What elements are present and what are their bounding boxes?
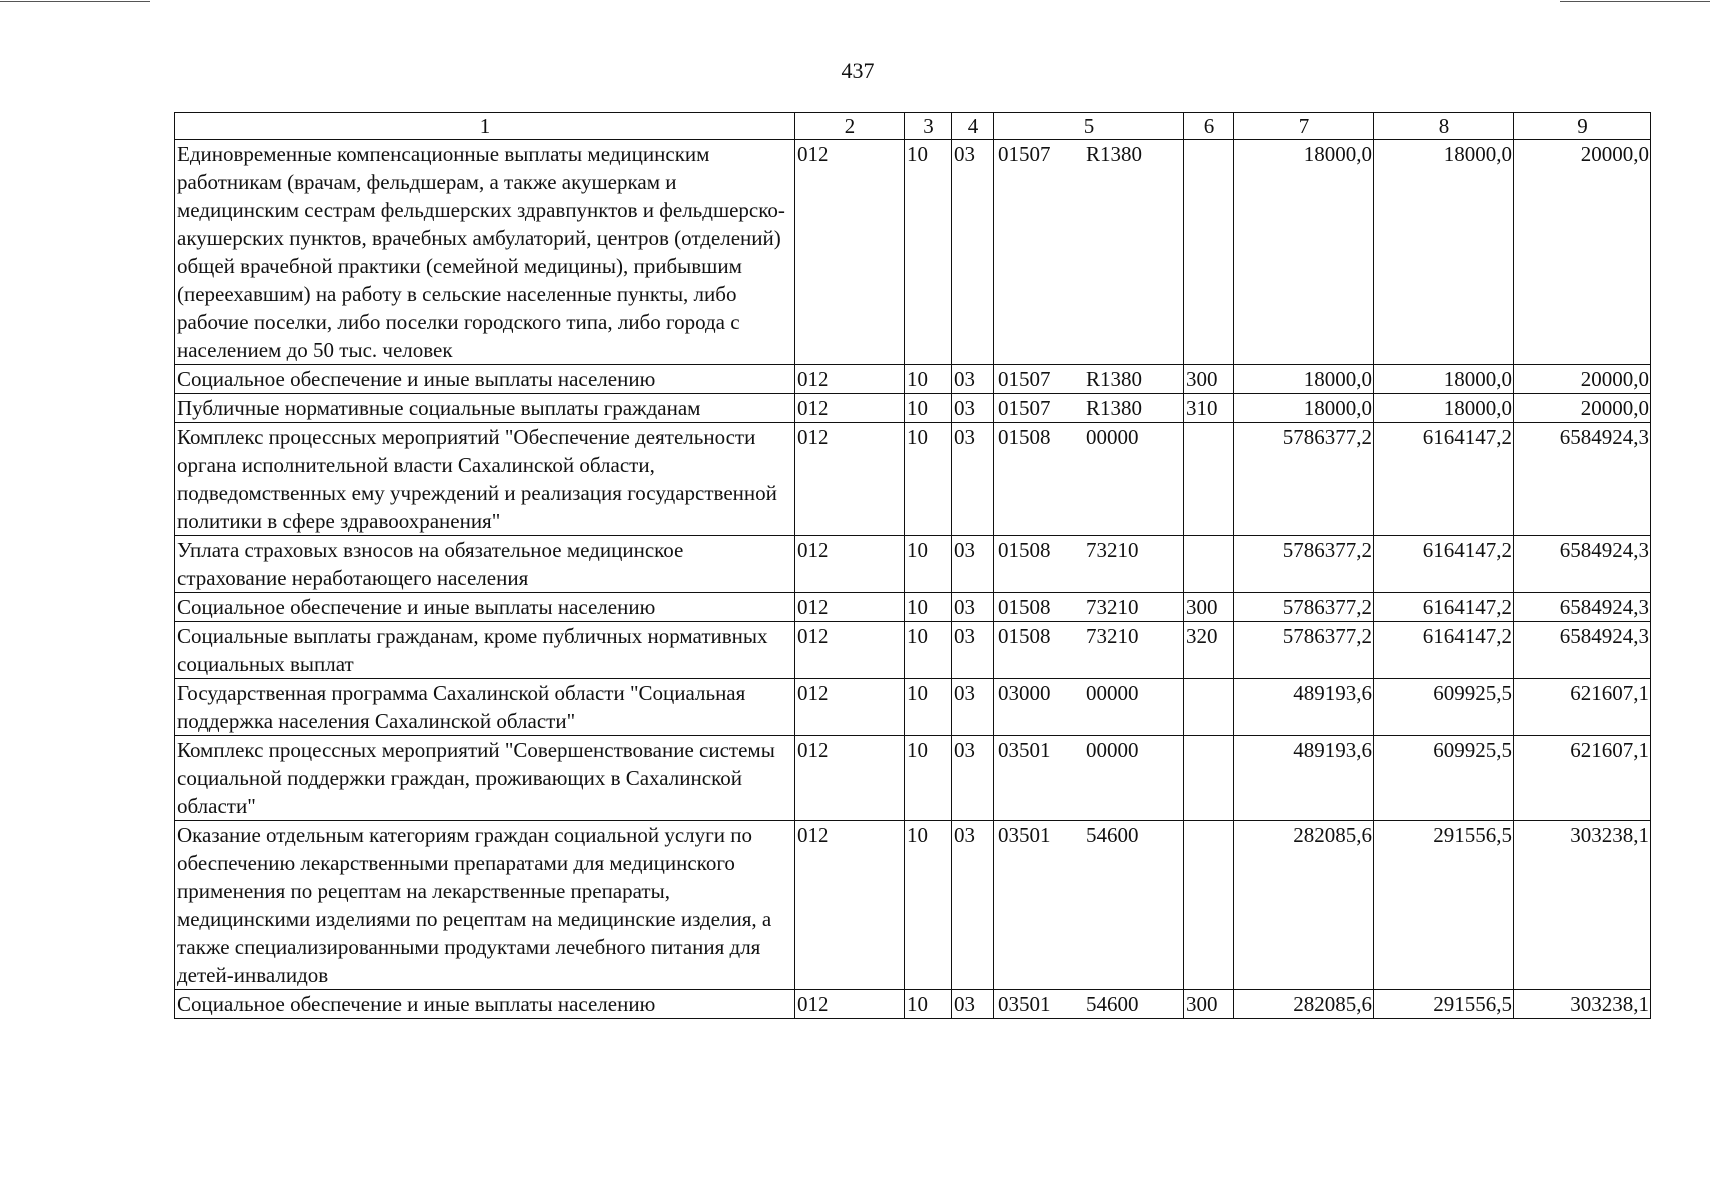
row-amount-col9: 20000,0 xyxy=(1514,140,1651,365)
row-amount-col9: 621607,1 xyxy=(1514,679,1651,736)
row-amount-col8: 609925,5 xyxy=(1374,736,1514,821)
row-section-code: 10 xyxy=(905,821,952,990)
row-program-code xyxy=(994,536,1184,593)
row-program-code-a: 01507 xyxy=(998,396,1051,420)
row-name: Оказание отдельным категориям граждан социальной услуги по обеспечению лекарственными препаратами для медицинского применения по рецептам на лекарственные препараты, медицинскими изделиями по рецептам на медицинские изделия, а также специализированными продуктами лечебного питания для детей-инвалидов xyxy=(175,821,795,990)
row-admin-code: 012 xyxy=(795,423,905,536)
table-row xyxy=(175,593,1651,622)
row-program-code-a: 01507 xyxy=(998,142,1051,166)
row-amount-col9: 6584924,3 xyxy=(1514,593,1651,622)
row-amount-col8: 6164147,2 xyxy=(1374,423,1514,536)
table-row xyxy=(175,394,1651,423)
row-amount-col9: 621607,1 xyxy=(1514,736,1651,821)
budget-table xyxy=(174,112,1651,1019)
row-program-code-a: 03000 xyxy=(998,681,1051,705)
row-admin-code: 012 xyxy=(795,394,905,423)
table-header-row xyxy=(175,113,1651,140)
row-expense-type xyxy=(1184,736,1234,821)
row-admin-code: 012 xyxy=(795,736,905,821)
row-amount-col7: 282085,6 xyxy=(1234,990,1374,1019)
row-program-code-b: 54600 xyxy=(1086,823,1139,847)
row-section-code: 10 xyxy=(905,990,952,1019)
row-amount-col8: 291556,5 xyxy=(1374,990,1514,1019)
row-program-code xyxy=(994,140,1184,365)
row-program-code-b: R1380 xyxy=(1086,142,1143,166)
row-name: Комплекс процессных мероприятий "Обеспечение деятельности органа исполнительной власти Сахалинской области, подведомственных ему учреждений и реализация государственной политики в сфере здравоохранения" xyxy=(175,423,795,536)
row-program-code-b: 00000 xyxy=(1086,738,1139,762)
row-amount-col7: 18000,0 xyxy=(1234,365,1374,394)
row-program-code-a: 01508 xyxy=(998,538,1051,562)
row-program-code xyxy=(994,394,1184,423)
row-subsection-code: 03 xyxy=(952,679,994,736)
header-col-3: 3 xyxy=(905,113,952,140)
header-col-9: 9 xyxy=(1514,113,1651,140)
row-admin-code: 012 xyxy=(795,593,905,622)
row-subsection-code: 03 xyxy=(952,593,994,622)
row-section-code: 10 xyxy=(905,679,952,736)
row-expense-type xyxy=(1184,536,1234,593)
row-expense-type: 300 xyxy=(1184,593,1234,622)
header-col-4: 4 xyxy=(952,113,994,140)
row-program-code-a: 03501 xyxy=(998,738,1051,762)
row-subsection-code: 03 xyxy=(952,990,994,1019)
row-amount-col8: 291556,5 xyxy=(1374,821,1514,990)
row-expense-type xyxy=(1184,679,1234,736)
row-amount-col7: 18000,0 xyxy=(1234,140,1374,365)
scan-edge-left xyxy=(0,1,150,2)
row-admin-code: 012 xyxy=(795,821,905,990)
row-amount-col9: 303238,1 xyxy=(1514,821,1651,990)
row-program-code-a: 03501 xyxy=(998,992,1051,1016)
row-expense-type: 310 xyxy=(1184,394,1234,423)
table-row xyxy=(175,365,1651,394)
header-col-6: 6 xyxy=(1184,113,1234,140)
row-subsection-code: 03 xyxy=(952,536,994,593)
row-program-code-a: 01508 xyxy=(998,595,1051,619)
row-program-code-a: 03501 xyxy=(998,823,1051,847)
row-section-code: 10 xyxy=(905,365,952,394)
header-col-2: 2 xyxy=(795,113,905,140)
table-row xyxy=(175,679,1651,736)
row-program-code-b: R1380 xyxy=(1086,367,1143,391)
row-name: Государственная программа Сахалинской области "Социальная поддержка населения Сахалинской области" xyxy=(175,679,795,736)
row-expense-type: 300 xyxy=(1184,365,1234,394)
row-admin-code: 012 xyxy=(795,536,905,593)
row-subsection-code: 03 xyxy=(952,423,994,536)
row-amount-col7: 5786377,2 xyxy=(1234,593,1374,622)
table-row xyxy=(175,622,1651,679)
row-expense-type xyxy=(1184,821,1234,990)
row-amount-col7: 5786377,2 xyxy=(1234,423,1374,536)
row-name: Социальное обеспечение и иные выплаты населению xyxy=(175,365,795,394)
row-section-code: 10 xyxy=(905,140,952,365)
row-section-code: 10 xyxy=(905,423,952,536)
row-expense-type xyxy=(1184,140,1234,365)
row-section-code: 10 xyxy=(905,736,952,821)
row-program-code-b: 73210 xyxy=(1086,538,1139,562)
row-amount-col9: 6584924,3 xyxy=(1514,423,1651,536)
header-col-8: 8 xyxy=(1374,113,1514,140)
row-name: Социальное обеспечение и иные выплаты населению xyxy=(175,593,795,622)
row-program-code xyxy=(994,423,1184,536)
row-program-code xyxy=(994,736,1184,821)
header-col-1: 1 xyxy=(175,113,795,140)
row-amount-col8: 609925,5 xyxy=(1374,679,1514,736)
row-program-code xyxy=(994,679,1184,736)
row-section-code: 10 xyxy=(905,536,952,593)
row-section-code: 10 xyxy=(905,394,952,423)
row-program-code-b: 54600 xyxy=(1086,992,1139,1016)
row-amount-col9: 20000,0 xyxy=(1514,394,1651,423)
row-subsection-code: 03 xyxy=(952,736,994,821)
row-amount-col7: 489193,6 xyxy=(1234,679,1374,736)
row-name: Социальное обеспечение и иные выплаты населению xyxy=(175,990,795,1019)
row-amount-col9: 6584924,3 xyxy=(1514,536,1651,593)
row-program-code xyxy=(994,593,1184,622)
row-expense-type: 300 xyxy=(1184,990,1234,1019)
header-col-5: 5 xyxy=(994,113,1184,140)
row-admin-code: 012 xyxy=(795,679,905,736)
row-expense-type xyxy=(1184,423,1234,536)
page-number: 437 xyxy=(841,58,875,83)
row-amount-col8: 6164147,2 xyxy=(1374,593,1514,622)
table-row xyxy=(175,990,1651,1019)
row-program-code xyxy=(994,622,1184,679)
row-amount-col7: 489193,6 xyxy=(1234,736,1374,821)
row-amount-col7: 282085,6 xyxy=(1234,821,1374,990)
row-admin-code: 012 xyxy=(795,365,905,394)
row-amount-col7: 5786377,2 xyxy=(1234,622,1374,679)
row-amount-col8: 18000,0 xyxy=(1374,394,1514,423)
row-subsection-code: 03 xyxy=(952,394,994,423)
row-amount-col9: 303238,1 xyxy=(1514,990,1651,1019)
scan-edge-right xyxy=(1560,1,1710,2)
row-name: Единовременные компенсационные выплаты медицинским работникам (врачам, фельдшерам, а также акушеркам и медицинским сестрам фельдшерских здравпунктов и фельдшерско-акушерских пунктов, врачебных амбулаторий, центров (отделений) общей врачебной практики (семейной медицины), прибывшим (переехавшим) на работу в сельские населенные пункты, либо рабочие поселки, либо поселки городского типа, либо города с населением до 50 тыс. человек xyxy=(175,140,795,365)
row-program-code xyxy=(994,821,1184,990)
row-admin-code: 012 xyxy=(795,990,905,1019)
row-program-code-b: 73210 xyxy=(1086,595,1139,619)
row-program-code-a: 01507 xyxy=(998,367,1051,391)
row-name: Публичные нормативные социальные выплаты гражданам xyxy=(175,394,795,423)
row-program-code xyxy=(994,990,1184,1019)
row-amount-col8: 18000,0 xyxy=(1374,365,1514,394)
row-program-code-b: 00000 xyxy=(1086,425,1139,449)
row-admin-code: 012 xyxy=(795,140,905,365)
row-program-code-a: 01508 xyxy=(998,425,1051,449)
table-row xyxy=(175,423,1651,536)
row-expense-type: 320 xyxy=(1184,622,1234,679)
row-subsection-code: 03 xyxy=(952,140,994,365)
row-amount-col9: 6584924,3 xyxy=(1514,622,1651,679)
row-amount-col7: 5786377,2 xyxy=(1234,536,1374,593)
row-name: Социальные выплаты гражданам, кроме публичных нормативных социальных выплат xyxy=(175,622,795,679)
row-program-code-a: 01508 xyxy=(998,624,1051,648)
row-amount-col9: 20000,0 xyxy=(1514,365,1651,394)
row-program-code-b: R1380 xyxy=(1086,396,1143,420)
row-program-code xyxy=(994,365,1184,394)
row-program-code-b: 00000 xyxy=(1086,681,1139,705)
row-name: Комплекс процессных мероприятий "Совершенствование системы социальной поддержки граждан, проживающих в Сахалинской области" xyxy=(175,736,795,821)
row-amount-col8: 18000,0 xyxy=(1374,140,1514,365)
table-row xyxy=(175,821,1651,990)
row-admin-code: 012 xyxy=(795,622,905,679)
table-row xyxy=(175,736,1651,821)
row-subsection-code: 03 xyxy=(952,622,994,679)
row-amount-col7: 18000,0 xyxy=(1234,394,1374,423)
header-col-7: 7 xyxy=(1234,113,1374,140)
row-section-code: 10 xyxy=(905,593,952,622)
table-body xyxy=(175,140,1651,1019)
row-program-code-b: 73210 xyxy=(1086,624,1139,648)
row-subsection-code: 03 xyxy=(952,821,994,990)
row-subsection-code: 03 xyxy=(952,365,994,394)
table-row xyxy=(175,536,1651,593)
row-name: Уплата страховых взносов на обязательное медицинское страхование неработающего населения xyxy=(175,536,795,593)
row-amount-col8: 6164147,2 xyxy=(1374,536,1514,593)
table-row xyxy=(175,140,1651,365)
row-amount-col8: 6164147,2 xyxy=(1374,622,1514,679)
row-section-code: 10 xyxy=(905,622,952,679)
